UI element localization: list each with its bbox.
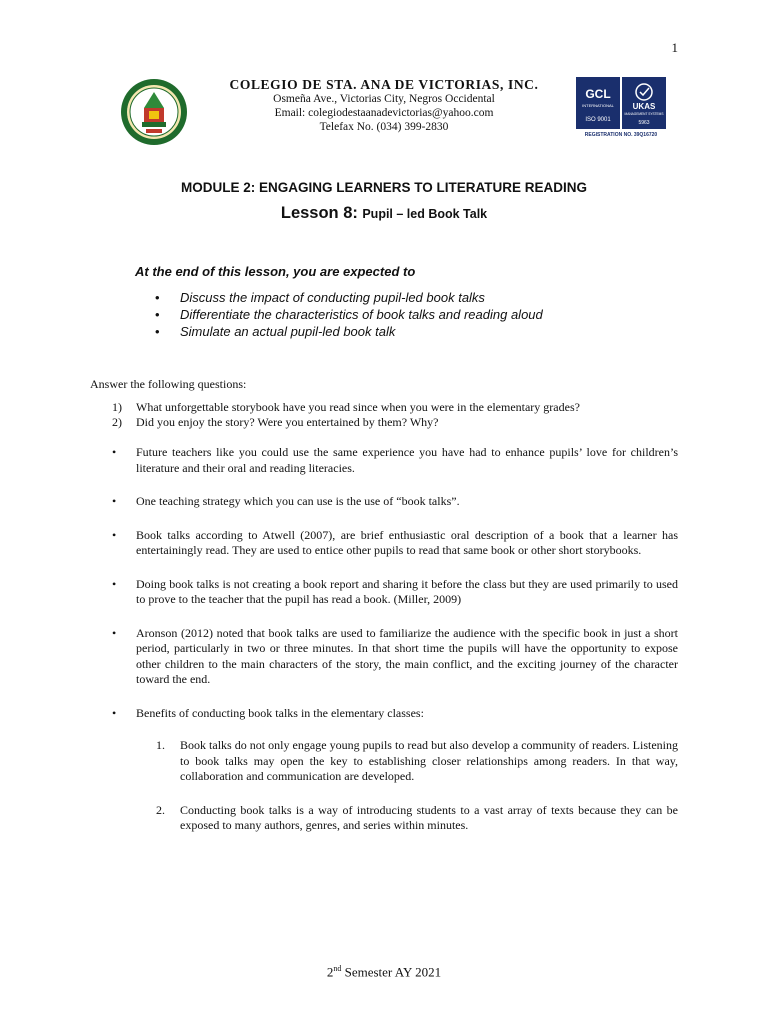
bullet-icon: • [112,494,117,508]
school-address: Osmeña Ave., Victorias City, Negros Occidental [273,93,495,105]
bullet-icon: • [112,576,117,591]
page-number: 1 [671,40,678,55]
certification-logo [575,76,667,138]
objective-item: • Discuss the impact of conducting pupil-led book talks [155,290,485,305]
svg-text:5963: 5963 [638,120,650,126]
benefit-item: 2. Conducting book talks is a way of introducing students to a vast array of texts because they can be exposed to many authors, genres, and series within minutes. [156,802,678,832]
bullet-item: • Aronson (2012) noted that book talks are used to familiarize the audience with the specific book in just a short period, particularly in two or three minutes. In that short time the pupils will have the opportunity to expose other children to the main characters of the story, the main conflict, and the exciting journey of the character toward the end. [112,625,678,686]
questions-prompt: Answer the following questions: [90,377,247,391]
school-email: Email: colegiodestaanadevictorias@yahoo.com [274,107,494,119]
benefit-item: 1. Book talks do not only engage young pupils to read but also develop a community of readers. Listening to book talks may open the key to establishing closer relationships among readers. In that way, collaboration and communication are developed. [156,738,678,783]
bullet-icon: • [112,527,117,542]
question-item: 1) What unforgettable storybook have you read since when you were in the elementary grades? [112,400,580,414]
benefits-list [156,738,678,834]
bullet-item: • One teaching strategy which you can use is the use of “book talks”. [112,494,460,508]
svg-text:UKAS: UKAS [632,102,656,111]
bullet-item: • Future teachers like you could use the same experience you have had to enhance pupils’ love for children’s literature and their oral and reading literacies. [112,445,678,475]
bullet-icon: • [155,324,160,339]
bullet-icon: • [112,705,117,720]
lesson-name: Pupil – led Book Talk [362,207,488,221]
svg-text:MANAGEMENT SYSTEMS: MANAGEMENT SYSTEMS [624,112,664,116]
module-title: MODULE 2: ENGAGING LEARNERS TO LITERATURE READING [180,180,587,195]
bullet-icon: • [155,307,160,322]
svg-text:GCL: GCL [585,87,611,101]
footer-semester: 2nd Semester AY 2021 [326,964,442,980]
school-name: COLEGIO DE STA. ANA DE VICTORIAS, INC. [229,77,539,92]
lesson-title [0,204,768,223]
bullet-icon: • [112,625,117,640]
objectives-intro: At the end of this lesson, you are expected to [135,264,416,279]
bullet-item: • Book talks according to Atwell (2007), are brief enthusiastic oral description of a book that a learner has entertainingly read. They are used to entice other pupils to read that same book or other short storybooks. [112,527,678,557]
bullet-item: • Doing book talks is not creating a book report and sharing it before the class but they are used primarily to used to prove to the teacher that the pupil has read a book. (Miller, 2009) [112,576,678,606]
bullet-icon: • [155,290,160,305]
questions-list [112,400,580,430]
objective-item: • Differentiate the characteristics of book talks and reading aloud [155,307,543,322]
bullet-icon: • [112,445,117,459]
svg-text:REGISTRATION NO. 39Q16720: REGISTRATION NO. 39Q16720 [584,132,658,138]
lesson-number: Lesson 8: [280,204,358,222]
discussion-bullets [112,445,678,852]
question-item: 2) Did you enjoy the story? Were you entertained by them? Why? [112,415,439,429]
objectives-list [155,289,543,340]
objective-item: • Simulate an actual pupil-led book talk [155,324,396,339]
svg-text:ISO 9001: ISO 9001 [585,117,611,123]
bullet-item: • Benefits of conducting book talks in the elementary classes: 1. Book talks do not only engage young pupils to read but also develop a community of readers. Listening to book talks may open the key to establishing closer relationships among readers. In that way, collaboration and communication are developed. 2. Conducting book talks is a way of introducing students to a vast array of texts because they can be exposed to many authors, genres, and series within minutes. [112,705,678,832]
school-telefax: Telefax No. (034) 399-2830 [319,121,449,133]
svg-text:INTERNATIONAL: INTERNATIONAL [582,103,614,108]
